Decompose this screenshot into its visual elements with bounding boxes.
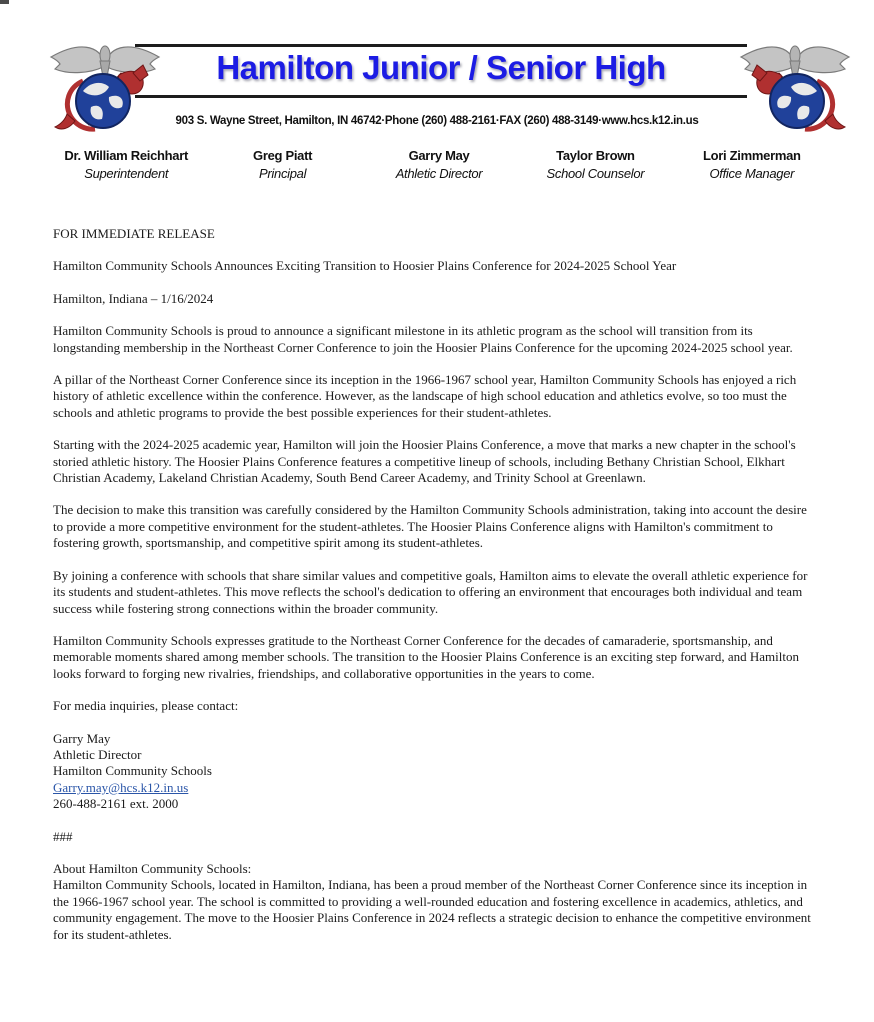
- about-heading: About Hamilton Community Schools:: [53, 860, 252, 876]
- body-paragraph: Hamilton Community Schools expresses gratitude to the Northeast Corner Conference for the decades of camaraderie, sportsmanship, and memorable moments shared among member schools. The transition to the Hoosier Plains Conference is an exciting step forward, and Hamilton looks forward to forging new rivalries, friendships, and collaborative opportunities in the years to come.: [53, 632, 799, 681]
- school-title: Hamilton Junior / Senior High: [216, 49, 666, 86]
- about-section: [53, 861, 820, 943]
- header-rule-top: [135, 44, 747, 47]
- staff-title: School Counselor: [546, 166, 645, 181]
- staff-entry-athletic-director: [361, 148, 517, 181]
- headline: Hamilton Community Schools Announces Exciting Transition to Hoosier Plains Conference for 2024-2025 School Year: [53, 258, 677, 274]
- staff-entry-office-manager: [674, 148, 830, 181]
- contact-email-link[interactable]: Garry.may@hcs.k12.in.us: [53, 779, 189, 795]
- body-paragraph: By joining a conference with schools that share similar values and competitive goals, Hamilton aims to elevate the overall athletic experience for its students and student-athletes. This move reflects the school's dedication to offering an environment that encourages both individual and team success while fostering strong connections within the broader community.: [53, 567, 808, 616]
- scan-artifact: [0, 0, 9, 4]
- about-body: Hamilton Community Schools, located in Hamilton, Indiana, has been a proud member of the Northeast Corner Conference since its inception in the 1966-1967 school year. The school is committed to providing a well-rounded education and fostering excellence in academics, athletics, and community engagement. The move to the Hoosier Plains Conference in 2024 reflects a strategic decision to enhance the competitive environment for its student-athletes.: [53, 877, 811, 942]
- contact-title: Athletic Director: [53, 746, 142, 762]
- staff-title: Office Manager: [709, 166, 795, 181]
- staff-title: Athletic Director: [395, 166, 483, 181]
- staff-entry-school-counselor: [517, 148, 673, 181]
- media-contact-intro: For media inquiries, please contact:: [53, 698, 239, 714]
- dateline: Hamilton, Indiana – 1/16/2024: [53, 290, 214, 306]
- media-contact-block: [53, 731, 820, 813]
- staff-title: Principal: [259, 166, 307, 181]
- body-paragraph: A pillar of the Northeast Corner Conference since its inception in the 1966-1967 school year, Hamilton Community Schools has enjoyed a rich history of athletic excellence within the conference. However, as the landscape of high school education and athletics evolve, so too must the schools and athletic programs to provide the best possible experiences for their student-athletes.: [53, 372, 797, 420]
- school-address-line: 903 S. Wayne Street, Hamilton, IN 46742·Phone (260) 488-2161·FAX (260) 488-3149·www.hcs.k12.in.us: [175, 115, 699, 127]
- staff-entry-principal: [204, 148, 360, 181]
- staff-directory-row: [48, 148, 830, 181]
- eagle-globe-anchor-emblem-icon: [735, 33, 855, 145]
- staff-name: Taylor Brown: [556, 148, 635, 163]
- contact-organization: Hamilton Community Schools: [53, 763, 212, 779]
- eagle-globe-anchor-emblem-icon: [45, 33, 165, 145]
- body-paragraph: Hamilton Community Schools is proud to announce a significant milestone in its athletic program as the school will transition from its longstanding membership in the Northeast Corner Conference to join the Hoosier Plains Conference for the upcoming 2024-2025 school year.: [53, 323, 793, 355]
- staff-name: Dr. William Reichhart: [64, 148, 189, 163]
- contact-name: Garry May: [53, 730, 111, 746]
- contact-phone: 260-488-2161 ext. 2000: [53, 796, 179, 812]
- body-paragraph: The decision to make this transition was carefully considered by the Hamilton Community Schools administration, taking into account the desire to provide a more competitive environment for the student-athletes. The Hoosier Plains Conference aligns with Hamilton's commitment to fostering growth, sportsmanship, and competitive spirit among its student-athletes.: [53, 502, 807, 551]
- end-mark: ###: [53, 828, 73, 844]
- staff-name: Garry May: [408, 148, 470, 163]
- staff-title: Superintendent: [84, 166, 169, 181]
- header-rule-bottom: [135, 95, 747, 98]
- body-paragraph: Starting with the 2024-2025 academic year, Hamilton will join the Hoosier Plains Conference, a move that marks a new chapter in the school's storied athletic history. The Hoosier Plains Conference features a competitive lineup of schools, including Bethany Christian School, Elkhart Christian Academy, Lakeland Christian Academy, South Bend Career Academy, and Trinity School at Greenlawn.: [53, 437, 796, 486]
- release-label: FOR IMMEDIATE RELEASE: [53, 226, 215, 241]
- staff-entry-superintendent: [48, 148, 204, 181]
- press-release-body: [53, 226, 820, 943]
- staff-name: Lori Zimmerman: [703, 148, 801, 163]
- staff-name: Greg Piatt: [253, 148, 313, 163]
